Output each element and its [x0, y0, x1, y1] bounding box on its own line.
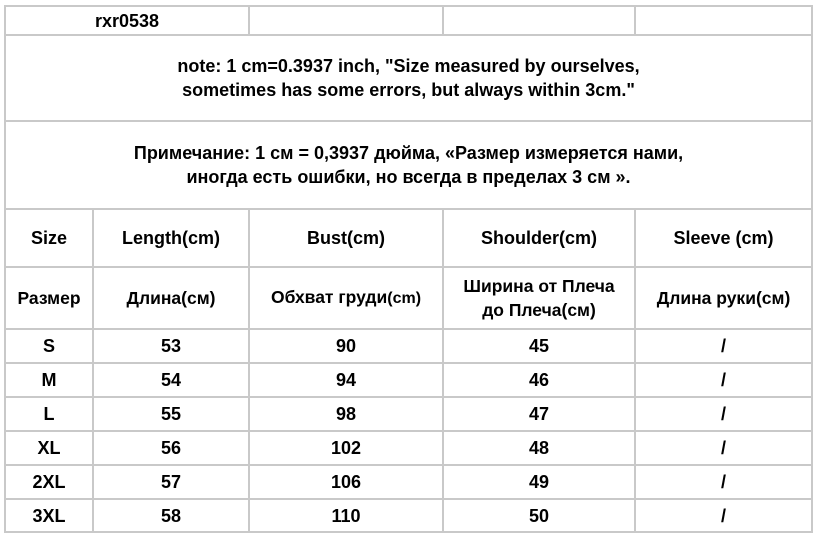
- cell-shoulder: 50: [443, 499, 635, 532]
- header-sleeve-ru: Длина руки(см): [635, 267, 812, 329]
- header-shoulder-ru: [443, 267, 635, 329]
- cell-size: L: [5, 397, 93, 431]
- table-row: [5, 499, 812, 532]
- cell-length: 56: [93, 431, 249, 465]
- cell-bust: 106: [249, 465, 443, 499]
- header-size: Size: [5, 209, 93, 267]
- shoulder-ru-line2: до Плеча(см): [482, 300, 596, 320]
- cell-shoulder: 47: [443, 397, 635, 431]
- note-ru-line1: Примечание: 1 см = 0,3937 дюйма, «Размер измеряется нами,: [133, 143, 684, 163]
- note-en-line1: note: 1 cm=0.3937 inch, "Size measured by ourselves,: [177, 56, 640, 76]
- cell-bust: 102: [249, 431, 443, 465]
- cell-size: 3XL: [5, 499, 93, 532]
- cell-sleeve: /: [635, 465, 812, 499]
- cell-sleeve: /: [635, 329, 812, 363]
- cell-size: S: [5, 329, 93, 363]
- cell-sleeve: /: [635, 499, 812, 532]
- product-code: rxr0538: [5, 6, 249, 35]
- cell-length: 55: [93, 397, 249, 431]
- empty-cell: [443, 6, 635, 35]
- header-bust-ru: [249, 267, 443, 329]
- cell-sleeve: /: [635, 397, 812, 431]
- size-rows: [5, 329, 812, 532]
- note-en-line2: sometimes has some errors, but always within 3cm.": [182, 80, 635, 100]
- table-row: [5, 397, 812, 431]
- table-row: [5, 465, 812, 499]
- bust-ru-unit: (cm): [387, 290, 422, 307]
- cell-bust: 110: [249, 499, 443, 532]
- cell-length: 57: [93, 465, 249, 499]
- header-row-ru: [5, 267, 812, 329]
- bust-ru-label: Обхват груди: [270, 287, 388, 307]
- cell-shoulder: 45: [443, 329, 635, 363]
- cell-shoulder: 46: [443, 363, 635, 397]
- note-ru-line2: иногда есть ошибки, но всегда в пределах 3 см ».: [186, 167, 631, 187]
- cell-size: XL: [5, 431, 93, 465]
- cell-size: 2XL: [5, 465, 93, 499]
- header-bust: Bust(cm): [249, 209, 443, 267]
- header-length-ru: Длина(см): [93, 267, 249, 329]
- cell-shoulder: 48: [443, 431, 635, 465]
- cell-bust: 94: [249, 363, 443, 397]
- cell-sleeve: /: [635, 431, 812, 465]
- note-ru-row: [5, 121, 812, 209]
- table-row: [5, 363, 812, 397]
- table-row: [5, 431, 812, 465]
- shoulder-ru-line1: Ширина от Плеча: [463, 276, 615, 296]
- cell-sleeve: /: [635, 363, 812, 397]
- cell-length: 54: [93, 363, 249, 397]
- empty-cell: [635, 6, 812, 35]
- cell-bust: 98: [249, 397, 443, 431]
- size-chart-table: [4, 5, 813, 533]
- header-sleeve: Sleeve (cm): [635, 209, 812, 267]
- product-code-row: [5, 6, 812, 35]
- note-english: [5, 35, 812, 121]
- cell-size: M: [5, 363, 93, 397]
- header-size-ru: Размер: [5, 267, 93, 329]
- cell-bust: 90: [249, 329, 443, 363]
- header-row-en: [5, 209, 812, 267]
- table-row: [5, 329, 812, 363]
- cell-length: 58: [93, 499, 249, 532]
- empty-cell: [249, 6, 443, 35]
- cell-shoulder: 49: [443, 465, 635, 499]
- note-en-row: [5, 35, 812, 121]
- header-length: Length(cm): [93, 209, 249, 267]
- cell-length: 53: [93, 329, 249, 363]
- note-russian: [5, 121, 812, 209]
- header-shoulder: Shoulder(cm): [443, 209, 635, 267]
